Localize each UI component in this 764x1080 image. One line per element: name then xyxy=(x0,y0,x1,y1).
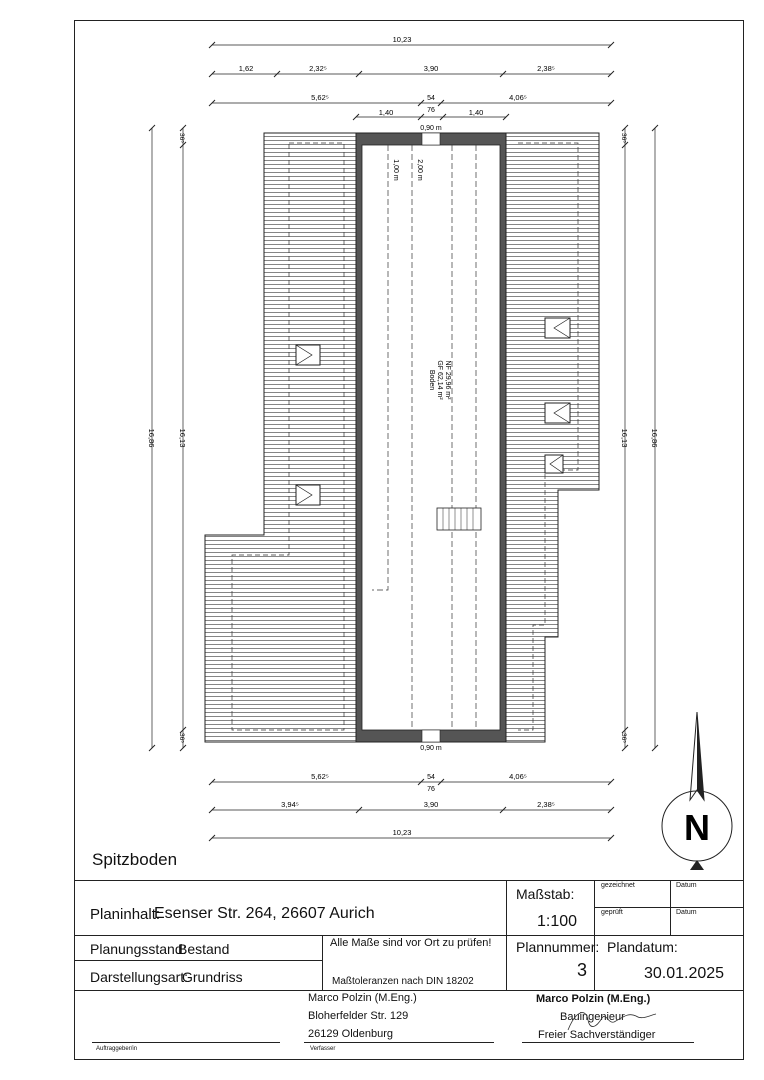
dim-top-b: 2,32⁵ xyxy=(309,64,327,73)
room-gf: GF 62,14 m² xyxy=(436,360,443,400)
planinhalt-label: Planinhalt: xyxy=(90,906,161,923)
plannummer-label: Plannummer: xyxy=(516,939,600,955)
dim-bot-total: 10,23 xyxy=(392,828,412,837)
title-block xyxy=(74,880,744,1060)
datum-label-2: Datum xyxy=(676,909,697,916)
skylight xyxy=(545,403,570,423)
dim-right-bot: 36⁵ xyxy=(620,733,627,743)
dim-bot-e: 3,94⁵ xyxy=(281,800,299,809)
dim-top-e: 5,62⁵ xyxy=(311,93,329,102)
massstab-value: 1:100 xyxy=(537,913,578,930)
north-arrow-icon xyxy=(662,712,732,870)
verfasser-street: Bloherfelder Str. 129 xyxy=(308,1010,409,1022)
dim-top-c: 3,90 xyxy=(423,64,439,73)
dim-left-bot: 36⁵ xyxy=(178,733,185,743)
dim-right-top: 36⁵ xyxy=(620,133,627,143)
north-letter: N xyxy=(684,807,710,848)
massstab-label: Maßstab: xyxy=(516,886,575,902)
dim-right-total: 16,86 xyxy=(650,428,659,448)
note-tolerance: Maßtoleranzen nach DIN 18202 xyxy=(332,976,474,987)
room-name: Boden xyxy=(428,369,435,391)
roof-left xyxy=(205,133,356,742)
stair xyxy=(437,508,481,530)
dim-bot-a: 5,62⁵ xyxy=(311,772,329,781)
dim-top-a: 1,62 xyxy=(238,64,254,73)
attic-room xyxy=(356,133,506,742)
dim-top-j: 1,40 xyxy=(468,108,484,117)
dim-left-top: 36⁵ xyxy=(178,133,185,143)
dim-right-inner: 16,13 xyxy=(620,428,629,448)
planinhalt-value: Esenser Str. 264, 26607 Aurich xyxy=(154,905,375,922)
verfasser-name: Marco Polzin (M.Eng.) xyxy=(308,992,417,1004)
height-1: 1,00 m xyxy=(392,159,399,181)
signature xyxy=(562,998,682,1038)
geprueft-label: geprüft xyxy=(601,909,623,916)
dim-bot-f: 3,90 xyxy=(423,800,439,809)
plannummer-value: 3 xyxy=(577,960,588,980)
verfasser-label: Verfasser xyxy=(310,1046,336,1052)
stamp-name: Marco Polzin (M.Eng.) xyxy=(536,993,651,1005)
dim-top-f: 54 xyxy=(427,95,435,102)
height-2: 2,00 m xyxy=(416,159,423,181)
gezeichnet-label: gezeichnet xyxy=(601,882,635,889)
skylight xyxy=(296,345,320,365)
room-nf: NF 29,96 m² xyxy=(444,360,451,400)
dim-top-i: 1,40 xyxy=(378,108,394,117)
dim-bot-c: 76 xyxy=(427,786,435,793)
skylight xyxy=(545,455,563,473)
stamp-title-1: Bauingenieur xyxy=(560,1011,625,1023)
dim-bot-g: 2,38⁵ xyxy=(537,800,555,809)
plandatum-value: 30.01.2025 xyxy=(644,965,725,982)
planungsstand-value: Bestand xyxy=(178,941,230,957)
dim-top-h: 4,06⁵ xyxy=(509,93,527,102)
dim-top-d: 2,38⁵ xyxy=(537,64,555,73)
skylight xyxy=(296,485,320,505)
roof-right xyxy=(506,133,599,742)
dim-top-g: 76 xyxy=(427,107,435,114)
verfasser-city: 26129 Oldenburg xyxy=(308,1028,394,1040)
note-check: Alle Maße sind vor Ort zu prüfen! xyxy=(330,937,492,949)
auftraggeber-label: Auftraggeber/in xyxy=(96,1046,138,1052)
darstellungsart-label: Darstellungsart: xyxy=(90,969,189,985)
dim-left-inner: 16,13 xyxy=(178,428,187,448)
stamp-title-2: Freier Sachverständiger xyxy=(538,1029,656,1041)
planungsstand-label: Planungsstand: xyxy=(90,941,187,957)
skylight xyxy=(545,318,570,338)
plan-title: Spitzboden xyxy=(92,850,178,869)
plandatum-label: Plandatum: xyxy=(607,939,678,955)
dim-top-total: 10,23 xyxy=(392,35,412,44)
opening-bottom: 0,90 m xyxy=(420,745,442,752)
dim-bot-b: 54 xyxy=(427,774,435,781)
darstellungsart-value: Grundriss xyxy=(182,969,243,985)
datum-label-1: Datum xyxy=(676,882,697,889)
dim-left-total: 16,86 xyxy=(147,428,156,448)
opening-top: 0,90 m xyxy=(420,125,442,132)
dim-bot-d: 4,06⁵ xyxy=(509,772,527,781)
